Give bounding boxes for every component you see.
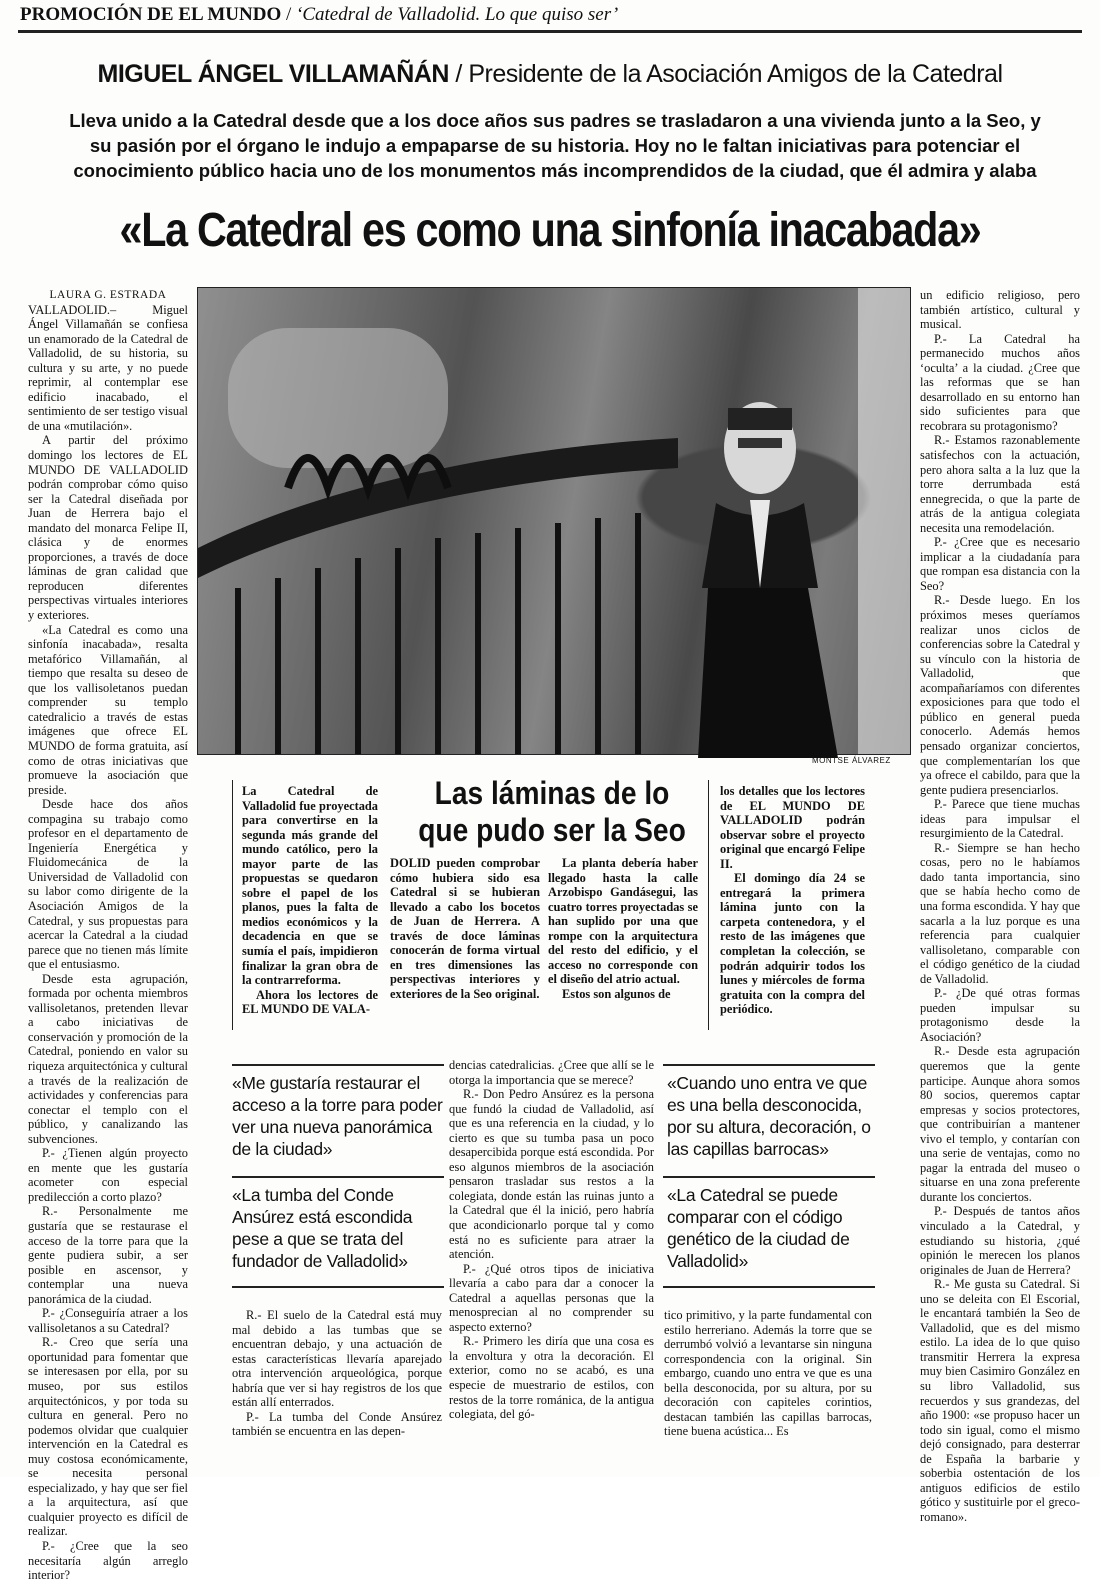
answer: R.- Estamos razonablemente satisfechos con la actuación, pero ahora salta a la luz que la torre derrumbada está ennegrecida, o que la parte de atrás de la antigua colegiata necesita una remodelación. (920, 433, 1080, 535)
section-subtitle: ‘Catedral de Valladolid. Lo que quiso ser’ (296, 4, 619, 25)
question: P.- ¿Conseguiría atraer a los vallisoletanos a su Catedral? (28, 1306, 188, 1335)
quote-rule (663, 1176, 875, 1178)
question: P.- ¿De qué otras formas pueden impulsar su protagonismo desde la Asociación? (920, 986, 1080, 1044)
byline (0, 60, 1100, 89)
header-rule (18, 30, 1082, 33)
answer: R.- El suelo de la Catedral está muy mal debido a las tumbas que se encuentran debajo, y una actuación de estas características llevaría aparejado otra intervención arqueológica, porque habría que ver si hay registros de los que están allí enterrados. (232, 1308, 442, 1410)
paragraph: tico primitivo, y la parte fundamental con estilo herreriano. Además la torre que se derrumbó volvió a levantarse sin ninguna correspondencia con la original. Sin embargo, cuando uno entra ve que es una bella desconocida, por su altura, por su decoración con capiteles corintios, destacan también las capillas barrocas, tiene buena acústica... Es (664, 1308, 872, 1439)
question: P.- ¿Cree que la seo necesitaría algún arreglo interior? (28, 1539, 188, 1583)
paragraph: un edificio religioso, pero también artístico, cultural y musical. (920, 288, 1080, 332)
interviewee-name: MIGUEL ÁNGEL VILLAMAÑÁN (97, 60, 449, 88)
paragraph: «La Catedral es como una sinfonía inacabada», resalta metafórico Villamañán, al tiempo que resalta su deseo de que los vallisoletanos puedan comprender su templo catedralicio a través de estas imágenes que ofrece EL MUNDO de forma gratuita, así como de otras iniciativas que promueve la asociación que preside. (28, 622, 188, 797)
paragraph: A partir del próximo domingo los lectores de EL MUNDO DE VALLADOLID podrán comprobar cómo quiso ser la Catedral diseñada por Juan de Herrera bajo el mandato del monarca Felipe II, clásica y de enormes proporciones, a través de doce láminas de gran calidad que reproducen diferentes perspectivas virtuales interiores y exteriores. (28, 433, 188, 623)
quote-rule (232, 1176, 444, 1178)
paragraph: DOLID pueden comprobar cómo hubiera sido esa Catedral si se hubieran llevado a cabo los bocetos de Juan de Herrera. A través de doce láminas conocerán de forma virtual en tres dimensiones las perspectivas interiores y exteriores de la Seo original. (390, 856, 540, 1001)
question: P.- ¿Qué otros tipos de iniciativa llevaría a cabo para dar a conocer la Catedral a aquellas personas que la menosprecian al no comprender su aspecto externo? (449, 1261, 654, 1334)
answer: R.- Don Pedro Ansúrez es la persona que fundó la ciudad de Valladolid, así que es una referencia en la ciudad, y lo cierto es que su tumba pasa un poco desapercibida porque está escondida. Por eso algunos miembros de la asociación pensaron trasladar sus restos a la colegiata, donde están las ruinas junto a la Catedral que él la inició, pero habría que acondicionarlo porque tal y como está no es suficiente para atraer la atención. (449, 1087, 654, 1262)
box-column-3 (548, 856, 698, 1032)
question: P.- ¿Tienen algún proyecto en mente que les gustaría acometer con especial predilección a corto plazo? (28, 1146, 188, 1204)
paragraph: Desde hace dos años compagina su trabajo como profesor en el departamento de Ingeniería Energética y Fluidomecánica de la Universidad de Valladolid con su labor como dirigente de la Asociación Amigos de la Catedral, y sus propuestas para acercar la Catedral a la ciudad parece que no tienen más límite que el entusiasmo. (28, 797, 188, 972)
quote-rule (663, 1064, 875, 1066)
paragraph: VALLADOLID.– Miguel Ángel Villamañán se confiesa un enamorado de la Catedral de Valladolid, de su historia, su cultura y su arte, y no puede reprimir, al contemplar ese edificio inacabado, el sentimiento de ser testigo visual de una «mutilación». (28, 302, 188, 433)
interviewee-role: Presidente de la Asociación Amigos de la Catedral (468, 60, 1003, 88)
answer: R.- Desde esta agrupación queremos que la gente participe. Aunque ahora somos 80 socios, queremos captar empresas y socios protectores, que contribuirían a mantener vivo el templo, y contarían con una serie de ventajas, como no pagar la entrada del museo o situarse en una zona preferente durante los conciertos. (920, 1044, 1080, 1204)
headline: «La Catedral es como una sinfonía inacabada» (119, 204, 981, 257)
box-rule-left (232, 780, 233, 1030)
section-name: PROMOCIÓN DE EL MUNDO (20, 4, 282, 25)
section-header (20, 4, 618, 26)
quote-rule (663, 1286, 875, 1288)
answer: R.- Me gusta su Catedral. Si uno se deleita con El Escorial, le encantará también la Seo de Valladolid, que es del mismo estilo. La idea de lo que quiso transmitir Herrera la expresa muy bien Casimiro González en su libro Valladolid, sus recuerdos y sus grandezas, del año 1900: «se propuso hacer un todo sin igual, como el mismo dejó consignado, para desterrar de España la barbarie y soberbia ostentación de los antiguos edificios de estilo gótico y sustituirle por el greco-romano». (920, 1277, 1080, 1524)
quote-rule (232, 1064, 444, 1066)
box-column-1 (242, 784, 378, 1032)
question: P.- La tumba del Conde Ansúrez también se encuentra en las depen- (232, 1409, 442, 1439)
column-4 (664, 1308, 872, 1468)
paragraph: Estos son algunos de (562, 986, 671, 1001)
question: P.- ¿Cree que es necesario implicar a la ciudadanía para que rompan esa distancia con la Seo? (920, 535, 1080, 593)
pull-quote: «Cuando uno entra ve que es una bella desconocida, por su altura, decoración, o las capillas barrocas» (667, 1073, 871, 1159)
paragraph: los detalles que los lectores de EL MUNDO DE VALLADOLID podrán observar sobre el proyecto original que encargó Felipe II. (720, 784, 865, 871)
answer: R.- Desde luego. En los próximos meses queríamos realizar unos ciclos de conferencias sobre la Catedral y su vínculo con la historia de Valladolid, que acompañaríamos con diferentes exposiciones para que todo el público en general pueda conocerlo. Además hemos pensado organizar conciertos, que complementarían los que ya ofrece el cabildo, para que la gente pudiera presenciarlos. (920, 593, 1080, 797)
paragraph: El domingo día 24 se entregará la primera lámina junto con la carpeta contenedora, y el resto de las imágenes que completan la colección, se podrán adquirir todos los lunes y miércoles de forma gratuita con la compra del periódico. (720, 871, 865, 1017)
answer: R.- Creo que sería una oportunidad para fomentar que se interesasen por ella, por su museo, por sus estilos arquitectónicos, y por toda su cultura en general. Pero no podemos olvidar que cualquier intervención en la Catedral es muy costosa económicamente, se necesita personal especializado, y hay que ser fiel a la arquitectura, así que cualquier proyecto es difícil de realizar. (28, 1335, 188, 1539)
photo-credit: MONTSE ÁLVAREZ (812, 756, 891, 765)
paragraph: Desde esta agrupación, formada por ochenta miembros vallisoletanos, pretenden llevar a cabo iniciativas de conservación y promoción de la Catedral, poniendo en valor su riqueza arquitectónica y cultural a través de la realización de actividades y conferencias para conectar el templo con el público, y canalizando las subvenciones. (28, 971, 188, 1146)
pull-quote: «La tumba del Conde Ansúrez está escondida pese a que se trata del fundador de Valladolid» (232, 1185, 413, 1271)
column-3 (449, 1058, 654, 1468)
answer: R.- Personalmente me gustaría que se restaurase el acceso de la torre para que la gente pudiera subir, a ser posible en ascensor, y contemplar una nueva panorámica de la ciudad. (28, 1204, 188, 1306)
paragraph: La Catedral de Valladolid fue proyectada para convertirse en la segunda más grande del mundo católico, pero la mayor parte de las propuestas se quedaron sobre el papel de los planos, pues la falta de medios económicos y la decadencia en que se sumía el país, impidieron finalizar la gran obra de la contrarreforma. (242, 784, 378, 988)
box-column-4 (720, 784, 865, 1032)
author: LAURA G. ESTRADA (49, 289, 167, 301)
question: P.- Después de tantos años vinculado a la Catedral, y estudiando su historia, ¿qué opinión le merecen los planos originales de Juan de Herrera? (920, 1204, 1080, 1277)
section-separator: / (286, 4, 292, 25)
box-subhead: Las láminas de lo que pudo ser la Seo (418, 775, 686, 848)
byline-separator: / (455, 60, 462, 88)
paragraph: dencias catedralicias. ¿Cree que allí se le otorga la importancia que se merece? (449, 1058, 654, 1087)
column-5 (920, 288, 1080, 1524)
quote-rule (232, 1286, 444, 1288)
answer: R.- Siempre se han hecho cosas, pero no le habíamos dado tanta importancia, sino que se había hecho como de una forma escondida. Y hay que sacarla a la luz porque es una referencia para cualquier vallisoletano, comparable con el código genético de la ciudad de Valladolid. (920, 840, 1080, 986)
pull-quote: «La Catedral se puede comparar con el código genético de la ciudad de Valladolid» (667, 1185, 850, 1271)
photo-illustration (198, 288, 910, 754)
paragraph: La planta debería haber llegado hasta la calle Arzobispo Gandásegui, las cuatro torres proyectadas se han suplido por una que rompe con la arquitectura del resto del edificio, y el acceso no corresponde con el diseño del atrio actual. (548, 856, 698, 987)
question: P.- La Catedral ha permanecido muchos años ‘oculta’ a la ciudad. ¿Cree que las reformas que se han desarrollado en su entorno han sido suficientes para que recobrara su protagonismo? (920, 331, 1080, 433)
column-2 (232, 1308, 442, 1468)
box-column-2 (390, 856, 540, 1032)
box-rule-right (708, 780, 709, 1030)
paragraph: Ahora los lectores de EL MUNDO DE VALA- (242, 987, 378, 1017)
column-1 (28, 288, 188, 1583)
photo-interviewee-at-railing (197, 287, 911, 755)
answer: R.- Primero les diría que una cosa es la envoltura y otra la decoración. El exterior, como no se acabó, es una especie de muestrario de estilos, con restos de la torre románica, de la antigua colegiata, del gó- (449, 1334, 654, 1422)
question: P.- Parece que tiene muchas ideas para impulsar el resurgimiento de la Catedral. (920, 797, 1080, 841)
intro-deck: Lleva unido a la Catedral desde que a los doce años sus padres se trasladaron a una vivienda junto a la Seo, y su pasión por el órgano le indujo a empaparse de su historia. Hoy no le faltan iniciativas para potenciar el conocimiento público hacia uno de los monumentos más incomprendidos de la ciudad, que él admira y alaba (69, 110, 1041, 181)
pull-quote: «Me gustaría restaurar el acceso a la torre para poder ver una nueva panorámica de la ciudad» (232, 1073, 443, 1159)
